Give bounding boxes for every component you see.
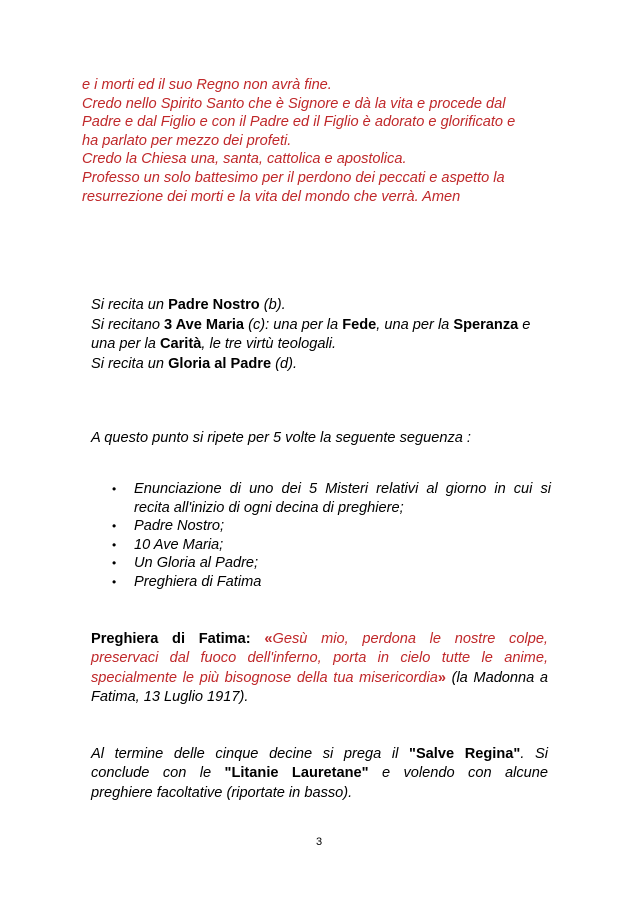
list-item	[91, 536, 551, 555]
text-span: Si recita un	[91, 355, 169, 372]
bullet-icon: •	[112, 574, 117, 589]
text-span: e volendo con alcune	[368, 765, 548, 782]
bold-span: 3 Ave Maria	[164, 316, 245, 333]
bold-span: Gloria al Padre	[168, 355, 272, 372]
credo-line: Professo un solo battesimo per il perdono dei peccati e aspetto la	[82, 169, 505, 186]
salve-paragraph	[91, 745, 548, 803]
bullet-icon: •	[112, 519, 117, 533]
recita-paragraph	[91, 296, 561, 374]
text-span: Si recita un	[91, 297, 169, 313]
credo-paragraph	[82, 76, 552, 206]
fatima-line	[91, 669, 548, 688]
bold-span: Fede	[342, 316, 377, 333]
bullet-icon: •	[112, 537, 117, 552]
bold-span: "Salve Regina"	[409, 746, 521, 762]
fatima-line: preservaci dal fuoco dell'inferno, porta in cielo tutte le anime,	[91, 650, 548, 667]
text-span: (b).	[259, 297, 286, 313]
text-span: , una per la	[376, 316, 454, 333]
text-span: conclude con le	[91, 765, 225, 782]
text-span: , le tre virtù teologali.	[201, 336, 336, 352]
sequence-intro: A questo punto si ripete per 5 volte la seguente seguenza :	[91, 430, 471, 446]
list-item-text: Preghiera di Fatima	[134, 573, 262, 590]
list-item-text: recita all'inizio di ogni decina di preghiere;	[134, 499, 404, 516]
credo-line: Padre e dal Figlio e con il Padre ed il Figlio è adorato e glorificato e	[82, 114, 516, 131]
credo-line: ha parlato per mezzo dei profeti.	[82, 132, 292, 149]
bold-span: Padre Nostro	[168, 297, 260, 313]
list-item-text: Un Gloria al Padre;	[134, 555, 259, 571]
fatima-paragraph	[91, 630, 548, 707]
recita-line-ave-maria	[91, 316, 561, 336]
text-span: e	[518, 316, 531, 333]
list-item	[91, 573, 551, 592]
fatima-line: Fatima, 13 Luglio 1917).	[91, 688, 249, 705]
list-item	[91, 554, 551, 573]
red-prayer-text: specialmente le più bisognose della tua misericordia	[91, 669, 438, 686]
credo-line: Credo nello Spirito Santo che è Signore e dà la vita e procede dal	[82, 95, 506, 112]
fatima-line	[91, 630, 548, 649]
text-span: Al termine delle cinque decine si prega il	[91, 746, 410, 762]
salve-line	[91, 745, 548, 764]
text-span: . Si	[520, 746, 548, 762]
bold-span: Carità	[159, 336, 202, 352]
text-span: (la Madonna a	[445, 669, 549, 686]
text-span: una per la	[91, 336, 160, 352]
bullet-icon: •	[112, 482, 117, 496]
recita-line-carita	[91, 335, 561, 355]
bold-span: Preghiera di Fatima	[91, 631, 246, 647]
credo-line: e i morti ed il suo Regno non avrà fine.	[82, 77, 332, 93]
list-item-text: Enunciazione di uno dei 5 Misteri relativi al giorno in cui si	[134, 481, 551, 497]
text-span: (c): una per la	[244, 316, 343, 333]
credo-line: Credo la Chiesa una, santa, cattolica e apostolica.	[82, 151, 407, 168]
bullet-icon: •	[112, 556, 117, 570]
bold-span: "Litanie Lauretane"	[224, 765, 369, 782]
bold-span: Speranza	[453, 316, 519, 333]
recita-line-gloria	[91, 355, 561, 375]
text-span: (d).	[271, 355, 298, 372]
list-item	[91, 480, 551, 517]
quote-mark: »	[437, 669, 446, 686]
sequence-list	[91, 480, 551, 591]
credo-line: resurrezione dei morti e la vita del mondo che verrà. Amen	[82, 188, 461, 205]
quote-mark: «	[250, 631, 273, 647]
page-number: 3	[315, 836, 323, 848]
text-span: Si recitano	[91, 316, 165, 333]
bold-span: :	[245, 631, 251, 647]
list-item	[91, 517, 551, 536]
list-item-text: 10 Ave Maria;	[134, 536, 224, 553]
recita-line-padre-nostro	[91, 296, 561, 316]
salve-line: preghiere facoltative (riportate in basso).	[91, 784, 353, 801]
list-item-text: Padre Nostro;	[134, 518, 225, 534]
salve-line	[91, 764, 548, 783]
red-prayer-text: Gesù mio, perdona le nostre colpe,	[272, 631, 548, 647]
